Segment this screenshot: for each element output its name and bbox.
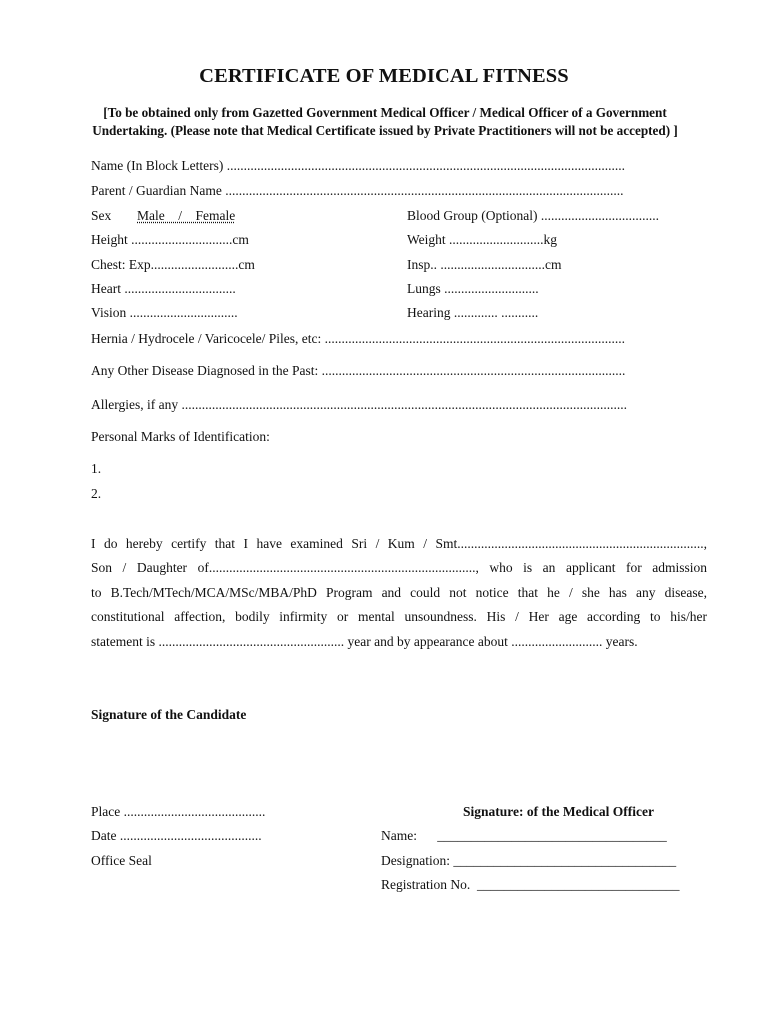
certify-line-4: constitutional affection, bodily infirmity or mental unsoundness. His / Her age according to his/her [91,609,707,624]
hernia-field: Hernia / Hydrocele / Varicocele/ Piles, etc: ......................................................................................... [91,331,626,346]
identification-marks-label: Personal Marks of Identification: [91,429,270,444]
blood-group-field: Blood Group (Optional) ................................... [407,208,659,223]
candidate-signature-label: Signature of the Candidate [91,707,247,722]
date-field: Date .......................................... [91,828,262,843]
identification-mark-1: 1. [91,461,102,476]
certify-line-3: to B.Tech/MTech/MCA/MSc/MBA/PhD Program and could not notice that he / she has any disease, [91,585,707,600]
heart-field: Heart ................................. [91,281,236,296]
height-field: Height ..............................cm [91,232,249,247]
certify-line-2: Son / Daughter of..............................................................................., who is an applicant for admission [91,560,707,575]
officer-name-field: Name: __________________________________ [381,828,667,843]
sex-options: Male / Female [137,208,236,223]
certify-line-5: statement is ....................................................... year and by appearance about ........................... years. [91,634,638,649]
parent-guardian-field: Parent / Guardian Name ...................................................................................................................... [91,183,624,198]
name-field: Name (In Block Letters) ...................................................................................................................... [91,158,625,173]
vision-field: Vision ................................ [91,305,238,320]
officer-registration-field: Registration No. ______________________________ [381,877,680,892]
hearing-field: Hearing ............. ........... [407,305,539,320]
office-seal-label: Office Seal [91,853,152,868]
issuance-note: [To be obtained only from Gazetted Government Medical Officer / Medical Officer of a Government Undertaking. (Please note that Medical Certificate issued by Private Practitioners will not be accepted) ] [92,105,678,138]
page-title: CERTIFICATE OF MEDICAL FITNESS [199,65,569,87]
other-disease-field: Any Other Disease Diagnosed in the Past: .......................................................................................... [91,363,626,378]
medical-officer-signature-label: Signature: of the Medical Officer [463,804,654,819]
allergies-field: Allergies, if any .................................................................................................................................... [91,397,627,412]
lungs-field: Lungs ............................ [407,281,539,296]
officer-designation-field: Designation: _________________________________ [381,853,677,868]
chest-insp-field: Insp.. ...............................cm [407,257,562,272]
identification-mark-2: 2. [91,486,102,501]
sex-label: Sex [91,208,112,223]
place-field: Place .......................................... [91,804,266,819]
certify-line-1: I do hereby certify that I have examined Sri / Kum / Smt........................................................................., [91,536,707,551]
weight-field: Weight ............................kg [407,232,558,247]
chest-exp-field: Chest: Exp..........................cm [91,257,255,272]
